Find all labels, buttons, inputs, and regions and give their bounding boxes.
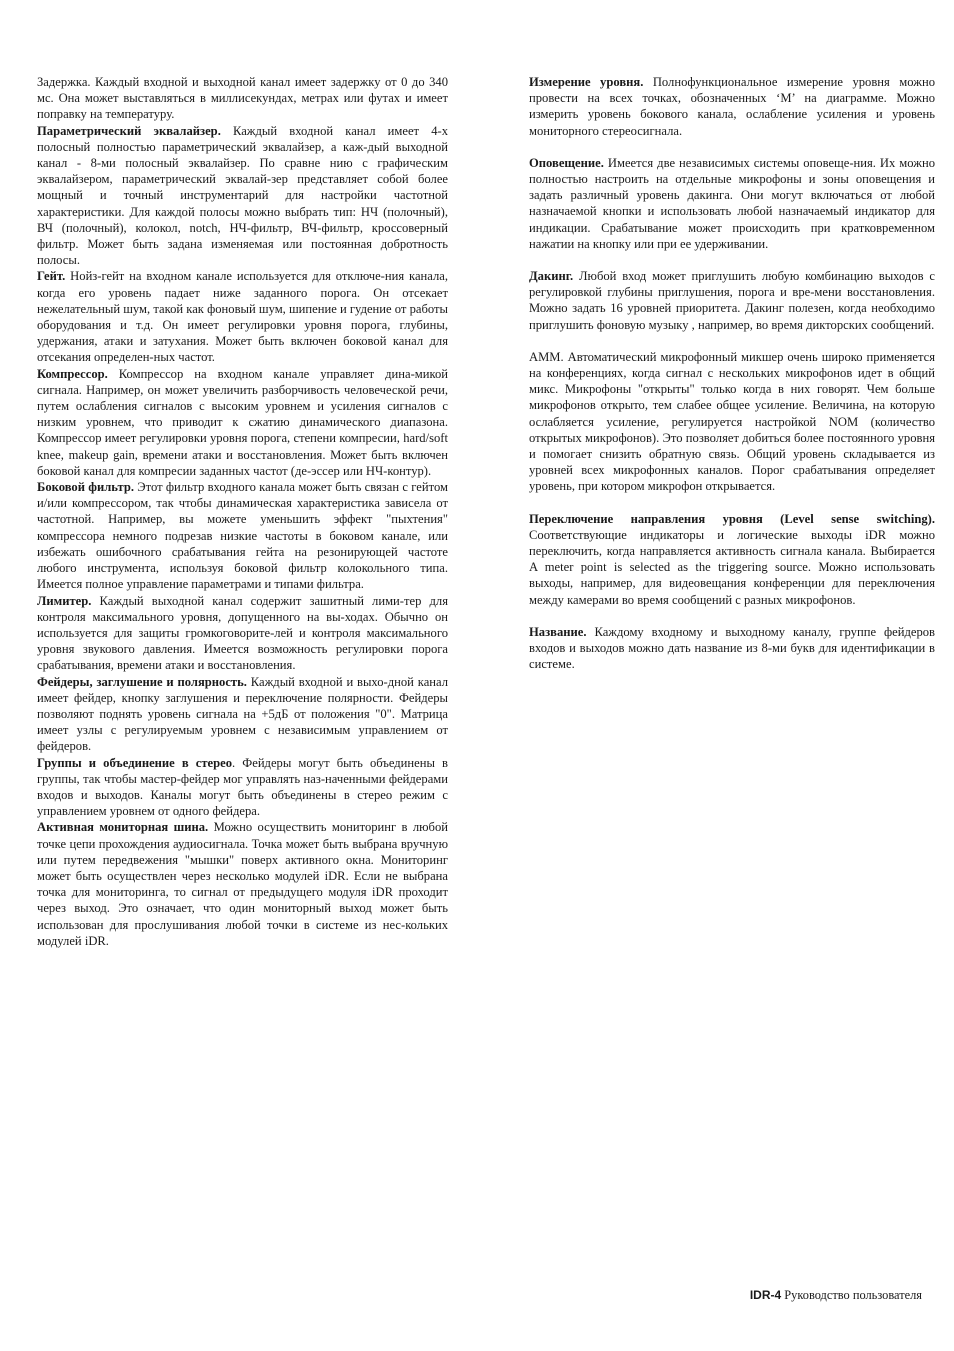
paragraph-groups-stereo [37, 755, 448, 820]
paragraph-heading: Измерение уровня. [529, 75, 644, 89]
paragraph-text: Компрессор на входном канале управляет дина-микой сигнала. Например, он может увеличить разборчивость человеческой речи, путем ослабления сигналов с высоким уровнем и усиления сигналов с низким уровнем, что приводит к сжатию динамического диапазона. Компрессор имеет регулировки уровня порога, степени компресии, hard/soft knee, makeup gain, времени атаки и восстановления. Может быть включен боковой канал для компресии заданных частот (де-эссер или НЧ-контур). [37, 366, 448, 478]
paragraph-text: Соответствующие индикаторы и логические выходы iDR можно переключить, когда направляется активность сигнала канала. Выбирается A meter point is selected as the triggering source. Можно использовать выходы, например, для видеовещания конференции для переключения между камерами во время сообщений с разных микрофонов. [529, 527, 935, 607]
paragraph-side-filter [37, 479, 448, 592]
paragraph-heading: Фейдеры, заглушение и полярность. [37, 674, 247, 689]
paragraph-text: Можно осуществить мониторинг в любой точке цепи прохождения аудиосигнала. Точка может быть выбрана вручную или путем передвежения "мышки" поверх активного окна. Мониторинг может быть осуществлен через несколько модулей iDR. Если не выбрана точка для мониторинга, то сигнал от предыдущего модуля iDR проходит через выход. Это означает, что один мониторный выход может быть использован для прослушивания любой точки в системе из нес-кольких модулей iDR. [37, 820, 448, 948]
paragraph-text: . Фейдеры могут быть объединены в группы, так чтобы мастер-фейдер мог управлять наз-наченными фейдерами входов и выходов. Каналы могут быть объединены в стерео режим с управлением уровнем от одного фейдера. [37, 755, 448, 819]
paragraph-amm [529, 349, 935, 495]
paragraph-text: Нойз-гейт на входном канале используется для отключе-ния канала, когда его уровень падает ниже заданного порога. Он отсекает нежелательный шум, такой как фоновый шум, шипение и гудение от работы оборудования и т.д. Он имеет регулировки уровня порога, глубины, удержания, атаки и затухания. Может быть включен боковой канал для отсекания определен-ных частот. [37, 269, 448, 365]
paragraph-ducking [529, 268, 935, 333]
paragraph-heading: Лимитер. [37, 593, 92, 608]
paragraph-faders [37, 674, 448, 755]
paragraph-heading: Активная мониторная шина. [37, 820, 209, 835]
paragraph-text: Каждому входному и выходному каналу, группе фейдеров входов и выходов можно дать название из 8-ми букв для идентификации в системе. [529, 624, 935, 672]
right-column [529, 74, 935, 689]
paragraph-gate [37, 268, 448, 365]
footer-title: Руководство пользователя [781, 1288, 922, 1302]
paragraph-heading: Группы и объединение в стерео [37, 755, 233, 770]
paragraph-level-sense [529, 511, 935, 608]
paragraph-parametric-eq [37, 123, 448, 269]
paragraph-text: AMM. Автоматический микрофонный микшер очень широко применяется на конференциях, когда сигнал с нескольких микрофонов идет в общий микс. Микрофоны "открыты" только когда в них говорят. Чем больше микрофонов открыто, тем слабее общее усиление. Величина, на которую ослабляется усиление, регулируется настройкой NOM (количество открытых микрофонов). Это позволяет добиться более постоянного уровня и помогает снизить обратную связь. Общий уровень складывается из уровней всех микрофонных каналов. Порог срабатывания определяет уровень, при котором микрофон открывается. [529, 349, 935, 494]
paragraph-heading: Боковой фильтр. [37, 480, 134, 495]
paragraph-monitor-bus [37, 819, 448, 949]
footer-model: IDR-4 [749, 1288, 782, 1302]
left-column [37, 74, 448, 949]
paragraph-text: Каждый выходной канал содержит зашитный лими-тер для контроля максимального уровня, допущенного на вы-ходах. Обычно он используется для защиты громкоговорите-лей и контроля максимального уровня звукового давления. Имеется возможность регулировки порога срабатывания, времени атаки и восстановления. [37, 593, 448, 673]
paragraph-text: Любой вход может приглушить любую комбинацию выходов с регулировкой глубины приглушения, порога и вре-мени восстановления. Можно задать 16 уровней приоритета. Дакинг полезен, когда необходимо приглушить фоновую музыку , например, во время дикторских сообщений. [529, 269, 935, 332]
paragraph-metering [529, 74, 935, 139]
paragraph-naming [529, 624, 935, 673]
paragraph-heading: Гейт. [37, 269, 66, 284]
paragraph-heading: Компрессор. [37, 366, 108, 381]
paragraph-text: Задержка. Каждый входной и выходной канал имеет задержку от 0 до 340 мс. Она может выставляться в миллисекундах, метрах или футах и имеет поправку на температуру. [37, 75, 448, 122]
paragraph-heading: Название. [529, 624, 587, 639]
paragraph-text: Полнофункциональное измерение уровня можно провести на всех точках, обозначенных ‘M’ на диаграмме. Можно измерить уровень бокового канала, ослабление усиления и уровень мониторного стереосигнала. [529, 75, 935, 138]
paragraph-text: Этот фильтр входного канала может быть связан с гейтом и/или компрессором, так чтобы динамическая характеристика зависела от частотной. Например, вы можете уменьшить эффект "пыхтения" компрессора немного подрезав низкие частоты в боковом канале, или избежать ошибочного срабатывания гейта на резонирующей частоте любого инструмента, используя боковой фильтр колокольного типа. Имеется полное управление параметрами и типами фильтра. [37, 480, 448, 592]
paragraph-text: Каждый входной и выхо-дной канал имеет фейдер, кнопку заглушения и переключение полярности. Фейдеры позволяют поднять уровень сигнала на +5дБ от положения "0". Матрица имеет узлы с регулируемым уровнем с независимым управлением от фейдеров. [37, 674, 449, 754]
page-footer [750, 1288, 922, 1303]
paragraph-heading: Параметрический эквалайзер. [37, 123, 221, 138]
paragraph-heading: Дакинг. [529, 269, 574, 284]
paragraph-text: Каждый входной канал имеет 4-х полосный полностью параметрический эквалайзер, а каж-дый выходной канал - 8-ми полосный эквалайзер. По сравне нию с графическим эквалайзером, параметрический эквалай-зер представляет собой более мощный и точный инструментарий для настройки частотной характеристики. Для каждой полосы можно выбрать тип: НЧ (полочный), ВЧ (полочный), колокол, notch, НЧ-фильтр, ВЧ-фильтр, кроссоверный фильтр. Может быть задана изменяемая или постоянная добротность полосы. [37, 123, 448, 268]
paragraph-text: Имеется две независимых системы оповеще-ния. Их можно полностью настроить на отдельные микрофоны и зоны оповещения и задать различный уровень дакинга. Они могут включаться от любой назначаемой кнопки и использовать любой назначаемый индикатор для индикации. Срабатывание может происходить при кратковременном нажатии на кнопку или при ее удерживании. [529, 155, 935, 251]
paragraph-heading: Переключение направления уровня (Level sense switching). [529, 511, 935, 526]
paragraph-heading: Оповещение. [529, 155, 604, 170]
paragraph-compressor [37, 366, 448, 479]
paragraph-limiter [37, 593, 448, 674]
paragraph-paging [529, 155, 935, 252]
paragraph-delay [37, 74, 448, 123]
